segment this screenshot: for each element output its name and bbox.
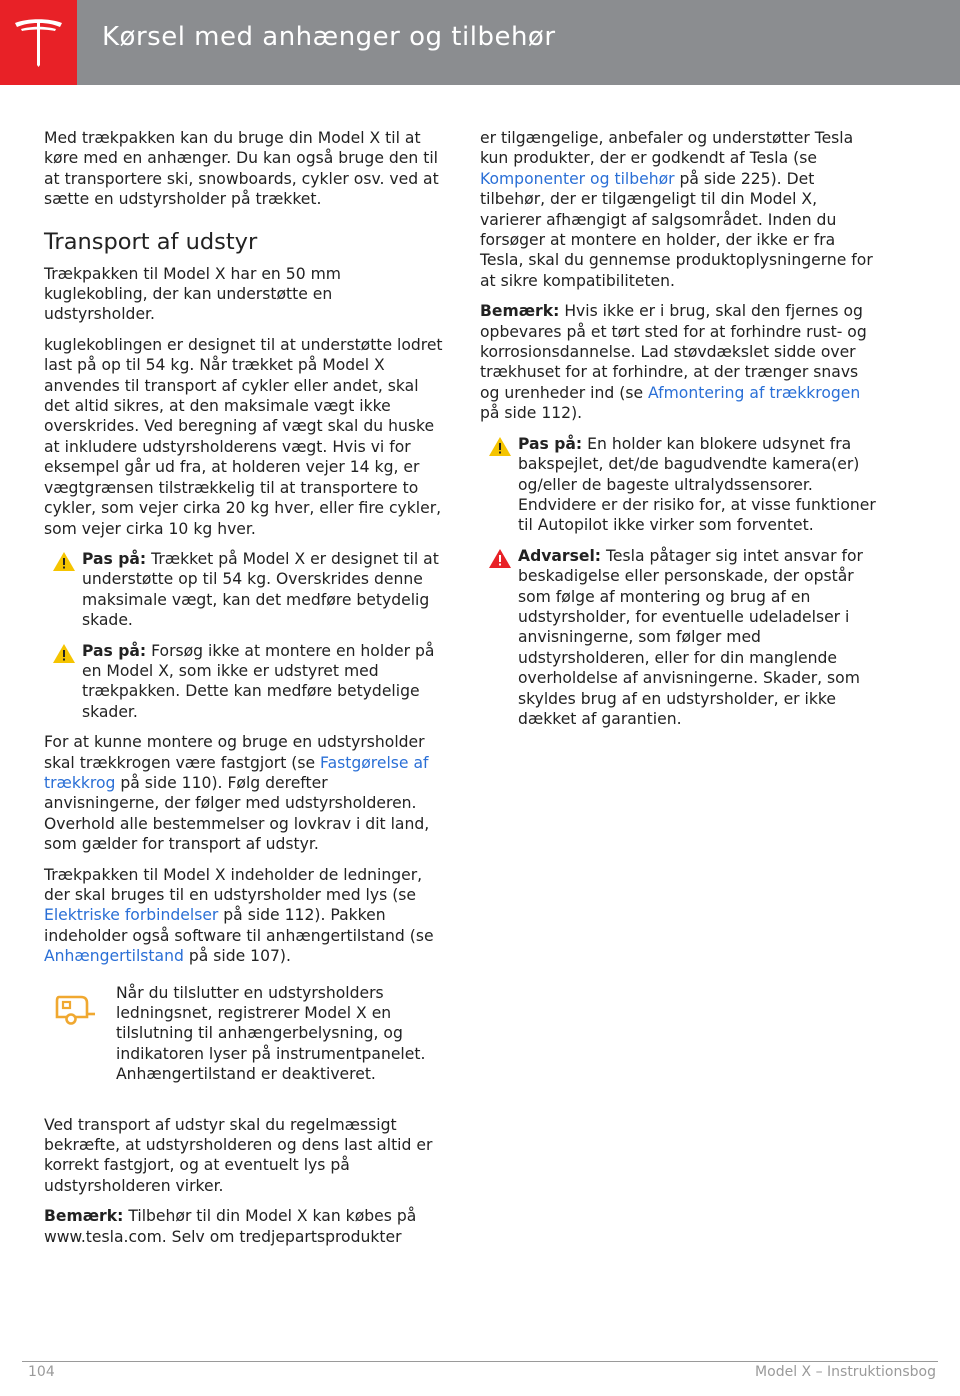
link-elektriske-forbindelser[interactable]: Elektriske forbindelser — [44, 906, 219, 925]
text-span: på side 112). Pakken indeholder også software til anhængertilstand (se — [44, 906, 434, 945]
intro-paragraph: Med trækpakken kan du bruge din Model X til at køre med en anhænger. Du kan også bruge den til at transportere ski, snowboards, cykler osv. ved at sætte en udstyrsholder på trækket. — [44, 129, 439, 209]
warning-text: Tesla påtager sig intet ansvar for beskadigelse eller personskade, der opstår som følge af montering og brug af en udstyrsholder, for eventuelle udeladelser i anvisningerne, som følger med udstyrsholderen, eller for din manglende overholdelse af anvisningerne. Skader, som skyldes brug af en udstyrsholder, er ikke dækket af garantien. — [518, 546, 863, 728]
link-afmontering-af-traekkrogen[interactable]: Afmontering af trækkrogen — [648, 383, 861, 402]
text-span: på side 112). — [480, 404, 583, 423]
page-number: 104 — [28, 1364, 55, 1380]
footer-divider — [22, 1361, 938, 1362]
right-column — [480, 128, 880, 739]
warning-label: Advarsel: — [518, 546, 602, 565]
paragraph — [480, 128, 880, 291]
left-column — [44, 128, 444, 1257]
paragraph: kuglekoblingen er designet til at understøtte lodret last på op til 54 kg. Når trækket på Model X anvendes til transport af cykler eller andet, skal det altid sikres, at den maksimale vægt ikke overskrides. Ved beregning af vægt skal du huske at inkludere udstyrsholderens vægt. Hvis vi for eksempel går ud fra, at holderen vejer 14 kg, er vægtgrænsen tilstrækkelig til at transportere to cykler, som vejer cirka 20 kg hver, eller fire cykler, som vejer cirka 10 kg hver. — [44, 335, 443, 538]
page-header — [0, 0, 960, 85]
caution-note — [44, 549, 444, 631]
tesla-logo-icon — [13, 17, 64, 68]
caution-note — [44, 641, 444, 723]
trailer-icon — [54, 995, 96, 1030]
caution-label: Pas på: — [82, 641, 147, 660]
caution-label: Pas på: — [518, 434, 583, 453]
text-span: på side 225). Det tilbehør, der er tilgængeligt til din Model X, varierer afhængigt af salgsområdet. Inden du forsøger at montere en holder, der ikke er fra Tesla, skal du gennemse produktoplysningerne for at sikre kompatibiliteten. — [480, 169, 873, 290]
caution-icon — [52, 643, 76, 669]
page-title: Kørsel med anhænger og tilbehør — [102, 22, 556, 52]
note-label: Bemærk: — [480, 302, 560, 321]
paragraph — [44, 865, 444, 967]
caution-icon — [488, 436, 512, 462]
trailer-note-text-2: Anhængertilstand er deaktiveret. — [116, 1065, 376, 1084]
paragraph — [44, 732, 444, 854]
caution-label: Pas på: — [82, 549, 147, 568]
tesla-logo — [0, 0, 77, 85]
text-span: er tilgængelige, anbefaler og understøtter Tesla kun produkter, der er godkendt af Tesla (se — [480, 129, 854, 168]
caution-text: Trækket på Model X er designet til at understøtte op til 54 kg. Overskrides denne maksimale vægt, kan det medføre betydelig skade. — [82, 549, 439, 630]
text-span: Hvis ikke er i brug, skal den fjernes og opbevares på et tørt sted for at forhindre rust- og korrosionsdannelse. Lad støvdækslet sidde over trækhuset for at forhindre, at der trænger snavs og urenheder ind (se — [480, 302, 867, 402]
text-span: på side 110). Følg derefter anvisningerne, der følger med udstyrsholderen. Overhold alle bestemmelser og lovkrav i dit land, som gælder for transport af udstyr. — [44, 773, 430, 854]
note-text: Tilbehør til din Model X kan købes på www.tesla.com. Selv om tredjepartsprodukter — [44, 1207, 417, 1246]
paragraph: Ved transport af udstyr skal du regelmæssigt bekræfte, at udstyrsholderen og dens last altid er korrekt fastgjort, og at eventuelt lys på udstyrsholderen virker. — [44, 1115, 433, 1195]
caution-text: Forsøg ikke at montere en holder på en Model X, som ikke er udstyret med trækpakken. Dette kan medføre betydelige skader. — [82, 641, 435, 721]
text-span: Trækpakken til Model X indeholder de ledninger, der skal bruges til en udstyrsholder med lys (se — [44, 865, 423, 904]
caution-text: En holder kan blokere udsynet fra bakspejlet, det/de bagudvendte kamera(er) og/eller de bageste ultralydssensorer. Endvidere er der risiko for, at visse funktioner til Autopilot ikke virker som forventet. — [518, 434, 876, 535]
warning-note — [480, 546, 880, 730]
link-komponenter-og-tilbehor[interactable]: Komponenter og tilbehør — [480, 169, 675, 188]
warning-icon — [488, 548, 512, 574]
text-span: For at kunne montere og bruge en udstyrsholder skal trækkrogen være fastgjort (se — [44, 733, 425, 772]
caution-icon — [52, 551, 76, 577]
trailer-indicator-note — [44, 983, 444, 1085]
caution-note — [480, 434, 880, 536]
section-heading: Transport af udstyr — [44, 228, 258, 255]
footer-title: Model X – Instruktionsbog — [755, 1364, 936, 1380]
note-label: Bemærk: — [44, 1207, 124, 1226]
note-paragraph — [480, 301, 880, 423]
trailer-note-text: Når du tilslutter en udstyrsholders ledningsnet, registrerer Model X en tilslutning til anhængerbelysning, og indikatoren lyser på instrumentpanelet. — [116, 983, 426, 1063]
link-fastgorelse-af-traekkrog[interactable]: Fastgørelse af trækkrog — [44, 753, 429, 792]
link-anhaengertilstand[interactable]: Anhængertilstand — [44, 947, 184, 966]
note-paragraph — [44, 1206, 444, 1247]
text-span: på side 107). — [183, 947, 291, 966]
paragraph: Trækpakken til Model X har en 50 mm kuglekobling, der kan understøtte en udstyrsholder. — [44, 264, 341, 324]
